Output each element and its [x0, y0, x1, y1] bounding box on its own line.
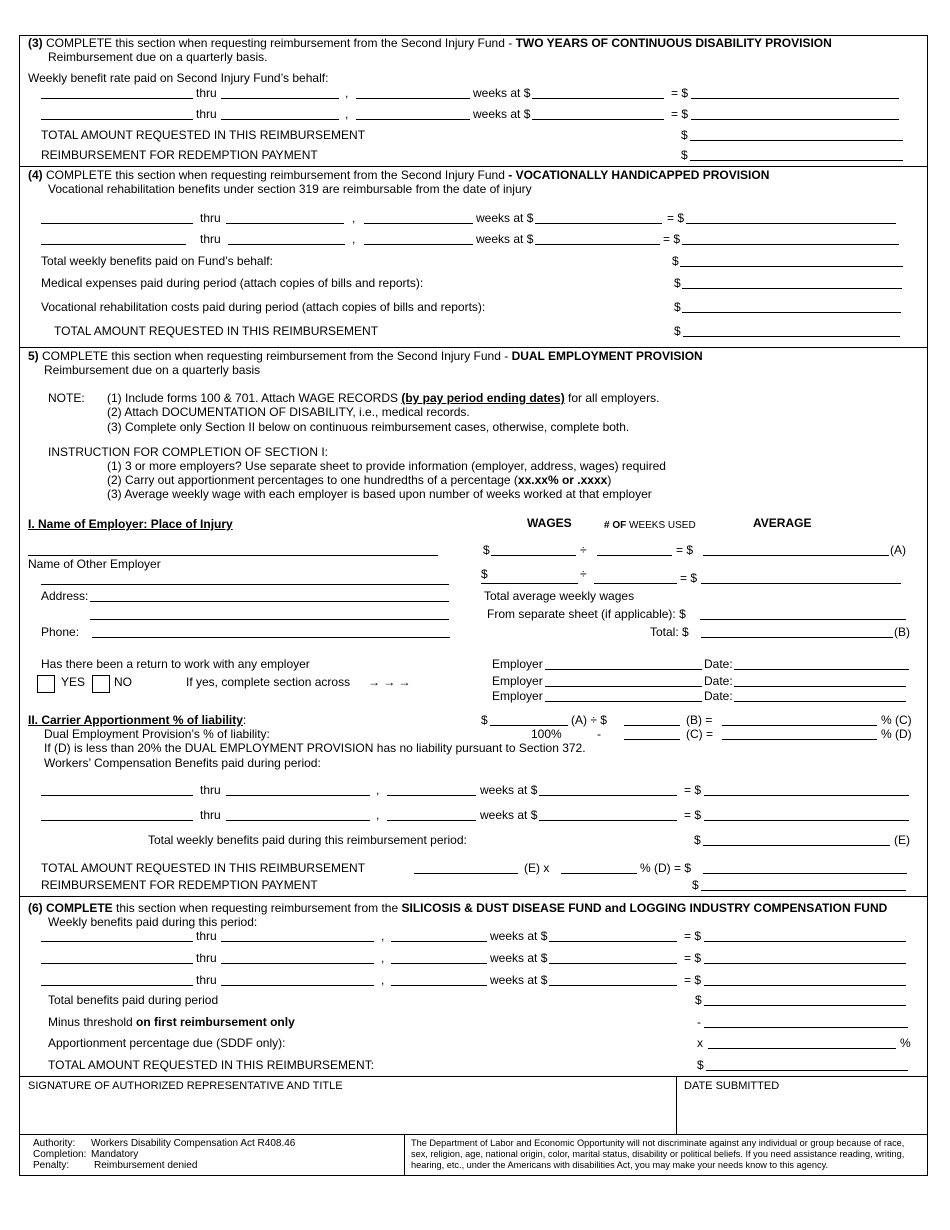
s5-to-date-2[interactable]	[226, 820, 370, 821]
dollar: $	[483, 543, 490, 557]
s5-wages-1[interactable]	[491, 555, 576, 556]
s4-vocational-label: Vocational rehabilitation costs paid during period (attach copies of bills and reports):	[41, 300, 486, 314]
s3-amount-1[interactable]	[691, 98, 899, 99]
s5-instruction-1: (1) 3 or more employers? Use separate sheet to provide information (employer, address, wages) required	[107, 459, 666, 473]
equals-dollar: = $	[667, 211, 685, 225]
s3-to-date-1[interactable]	[221, 98, 339, 99]
weeks-at-label: weeks at $	[490, 951, 548, 965]
times-sign: x	[697, 1036, 703, 1050]
s6-from-date-3[interactable]	[41, 985, 193, 986]
weeks-at-label: weeks at $	[480, 783, 538, 797]
date-label: Date:	[704, 689, 733, 703]
dollar: $	[681, 148, 688, 162]
non-discrimination-line-3: hearing, etc., under the Americans with disabilities Act, you may make your needs know to this agency.	[411, 1160, 829, 1170]
signature-field[interactable]	[20, 1092, 675, 1132]
mark-b: (B)	[894, 625, 910, 639]
s6-to-date-3[interactable]	[221, 985, 374, 986]
s6-rate-3[interactable]	[549, 985, 677, 986]
s6-to-date-1[interactable]	[221, 941, 374, 942]
s5-return-employer-1[interactable]	[545, 669, 702, 670]
equals-dollar: = $	[684, 808, 702, 822]
comma: ,	[376, 783, 380, 797]
s5-header: 5) COMPLETE this section when requesting reimbursement from the Second Injury Fund - DUAL EMPLOYMENT PROVISION	[28, 349, 703, 363]
divider	[19, 1134, 928, 1135]
yes-label: YES	[61, 675, 86, 689]
dollar: $	[695, 993, 702, 1007]
s3-total-amount[interactable]	[690, 140, 903, 141]
s5-to-date-1[interactable]	[226, 795, 370, 796]
s5-note-1: (1) Include forms 100 & 701. Attach WAGE RECORDS (by pay period ending dates) for all employers.	[107, 391, 660, 405]
thru-label: thru	[200, 808, 221, 822]
equals-dollar: = $	[671, 107, 689, 121]
s3-redemption-label: REIMBURSEMENT FOR REDEMPTION PAYMENT	[41, 148, 318, 162]
s5-phone-label: Phone:	[41, 625, 80, 639]
completion-key: Completion:	[33, 1149, 87, 1160]
pct-d-equals-label: % (D) = $	[640, 861, 692, 875]
s6-from-date-1[interactable]	[41, 941, 193, 942]
s6-total-amount[interactable]	[706, 1070, 908, 1071]
equals-dollar: = $	[680, 571, 698, 585]
s5-return-date-3[interactable]	[734, 701, 906, 702]
s4-weeks-1[interactable]	[364, 223, 473, 224]
calc-a-label: (A) ÷ $	[571, 713, 607, 727]
dollar: $	[481, 713, 488, 727]
s5-calc-b-field[interactable]	[624, 725, 680, 726]
minus-sign: -	[697, 1015, 701, 1029]
s6-subtitle: Weekly benefits paid during this period:	[48, 915, 258, 929]
s5-benefit-amount-1[interactable]	[704, 795, 909, 796]
s5-return-employer-2[interactable]	[545, 686, 702, 687]
s5-return-date-2[interactable]	[734, 686, 906, 687]
s4-weeks-2[interactable]	[364, 244, 473, 245]
dollar: $	[674, 276, 681, 290]
weeks-at-label: weeks at $	[476, 232, 534, 246]
divider	[19, 1076, 928, 1077]
thru-label: thru	[200, 211, 221, 225]
s5-instruction-title: INSTRUCTION FOR COMPLETION OF SECTION I:	[48, 445, 329, 459]
thru-label: thru	[196, 973, 217, 987]
s5-note-2: (2) Attach DOCUMENTATION OF DISABILITY, i.e., medical records.	[107, 405, 470, 419]
footer-divider	[404, 1134, 405, 1176]
s5-from-date-2[interactable]	[41, 820, 193, 821]
hundred-percent: 100%	[531, 727, 562, 741]
calc-c-label: (C) =	[686, 727, 713, 741]
s6-amount-1[interactable]	[704, 941, 906, 942]
col-weeks-used: # OF WEEKS USED	[604, 520, 696, 531]
s6-total-benefits-label: Total benefits paid during period	[48, 993, 219, 1007]
penalty-value: Reimbursement denied	[94, 1160, 198, 1171]
s5-redemption-label: REIMBURSEMENT FOR REDEMPTION PAYMENT	[41, 878, 318, 892]
thru-label: thru	[196, 107, 217, 121]
s5-section1-title: I. Name of Employer: Place of Injury	[28, 517, 233, 531]
arrow-right-icon: → → →	[368, 675, 411, 689]
equals-dollar: = $	[684, 951, 702, 965]
date-submitted-label: DATE SUBMITTED	[684, 1080, 780, 1092]
s6-weeks-2[interactable]	[391, 963, 487, 964]
no-label: NO	[114, 675, 132, 689]
s5-benefit-rate-2[interactable]	[539, 820, 677, 821]
thru-label: thru	[196, 929, 217, 943]
s4-rate-1[interactable]	[535, 223, 662, 224]
comma: ,	[345, 107, 349, 121]
s4-total-label: TOTAL AMOUNT REQUESTED IN THIS REIMBURSEMENT	[54, 324, 379, 338]
s5-other-employer-field[interactable]	[41, 584, 449, 585]
equals-dollar: = $	[684, 973, 702, 987]
signature-divider	[676, 1076, 677, 1134]
dollar: $	[694, 833, 701, 847]
s6-total-benefits-amount[interactable]	[704, 1005, 906, 1006]
s4-total-amount[interactable]	[683, 336, 900, 337]
s4-subtitle: Vocational rehabilitation benefits under section 319 are reimbursable from the date of injury	[48, 182, 532, 196]
s5-average-2[interactable]	[701, 583, 901, 584]
s5-address-label: Address:	[41, 589, 89, 603]
no-checkbox[interactable]	[92, 675, 110, 693]
comma: ,	[381, 929, 385, 943]
divide-sign: ÷	[580, 567, 587, 581]
thru-label: thru	[200, 783, 221, 797]
equals-dollar: = $	[684, 783, 702, 797]
s6-total-label: TOTAL AMOUNT REQUESTED IN THIS REIMBURSEMENT:	[48, 1058, 375, 1072]
equals-dollar: = $	[671, 86, 689, 100]
s5-employer-injury-field[interactable]	[28, 555, 438, 556]
e-times-label: (E) x	[524, 861, 550, 875]
s6-to-date-2[interactable]	[221, 963, 374, 964]
date-label: Date:	[704, 674, 733, 688]
s5-note-3: (3) Complete only Section II below on continuous reimbursement cases, otherwise, complete both.	[107, 420, 630, 434]
non-discrimination-line-1: The Department of Labor and Economic Opportunity will not discriminate against any individual or group because of race,	[411, 1138, 905, 1148]
authority-key: Authority:	[33, 1138, 76, 1149]
equals-dollar: = $	[684, 929, 702, 943]
s5-benefit-weeks-2[interactable]	[387, 820, 476, 821]
s5-e-field[interactable]	[414, 873, 518, 874]
s3-from-date-1[interactable]	[41, 98, 193, 99]
s5-total-weekly-amount[interactable]	[703, 845, 890, 846]
s3-from-date-2[interactable]	[41, 119, 193, 120]
s6-header: (6) COMPLETE this section when requesting reimbursement from the SILICOSIS & DUST DISEASE FUND and LOGGING INDUSTRY COMPENSATION FUND	[28, 901, 888, 915]
s5-if-yes-label: If yes, complete section across	[186, 675, 351, 689]
s4-medical-amount[interactable]	[682, 288, 902, 289]
s3-weeks-2[interactable]	[356, 119, 470, 120]
s5-benefit-weeks-1[interactable]	[387, 795, 476, 796]
percent-sign: %	[900, 1036, 911, 1050]
s5-phone-field[interactable]	[92, 637, 450, 638]
s6-minus-threshold-label: Minus threshold on first reimbursement only	[48, 1015, 295, 1029]
date-submitted-field[interactable]	[678, 1092, 926, 1132]
divider	[19, 896, 928, 897]
divide-sign: ÷	[580, 543, 587, 557]
s5-separate-sheet-label: From separate sheet (if applicable): $	[487, 607, 686, 621]
s3-header: (3) COMPLETE this section when requesting reimbursement from the Second Injury Fund - TWO YEARS OF CONTINUOUS DISABILITY PROVISION	[28, 36, 832, 50]
s3-rate-1[interactable]	[532, 98, 664, 99]
s4-vocational-amount[interactable]	[682, 312, 901, 313]
s4-medical-label: Medical expenses paid during period (attach copies of bills and reports):	[41, 276, 424, 290]
s5-separate-sheet-amount[interactable]	[700, 619, 906, 620]
weeks-at-label: weeks at $	[473, 107, 531, 121]
s4-amount-2[interactable]	[682, 244, 899, 245]
dollar: $	[697, 1058, 704, 1072]
dollar: $	[672, 254, 679, 268]
comma: ,	[352, 232, 356, 246]
dollar: $	[674, 324, 681, 338]
dollar: $	[674, 300, 681, 314]
s5-from-date-1[interactable]	[41, 795, 193, 796]
equals-dollar: = $	[663, 232, 681, 246]
s3-to-date-2[interactable]	[221, 119, 339, 120]
divider	[19, 347, 928, 348]
s5-weeks-2[interactable]	[594, 583, 677, 584]
col-average: AVERAGE	[753, 516, 812, 530]
s5-benefit-rate-1[interactable]	[539, 795, 677, 796]
s3-amount-2[interactable]	[691, 119, 899, 120]
s5-total-avg-label: Total average weekly wages	[484, 589, 635, 603]
s4-to-date-1[interactable]	[226, 223, 344, 224]
s5-pct-c-field[interactable]	[722, 725, 877, 726]
s5-address-field-1[interactable]	[90, 601, 449, 602]
thru-label: thru	[200, 232, 221, 246]
s5-benefit-amount-2[interactable]	[704, 820, 909, 821]
s6-weeks-3[interactable]	[391, 985, 487, 986]
s3-total-label: TOTAL AMOUNT REQUESTED IN THIS REIMBURSEMENT	[41, 128, 366, 142]
s5-redemption-amount[interactable]	[701, 890, 906, 891]
authority-value: Workers Disability Compensation Act R408.46	[91, 1138, 296, 1149]
date-label: Date:	[704, 657, 733, 671]
s3-weeks-1[interactable]	[356, 98, 470, 99]
s5-subtitle: Reimbursement due on a quarterly basis	[44, 363, 261, 377]
s4-from-date-1[interactable]	[41, 223, 193, 224]
comma: ,	[381, 951, 385, 965]
s5-total-label: Total: $	[650, 625, 689, 639]
dollar: $	[681, 128, 688, 142]
s4-from-date-2[interactable]	[41, 244, 186, 245]
s5-wages-2[interactable]	[481, 583, 578, 584]
s3-rate-2[interactable]	[532, 119, 664, 120]
s4-to-date-2[interactable]	[228, 244, 345, 245]
col-wages: WAGES	[527, 516, 572, 530]
weeks-at-label: weeks at $	[476, 211, 534, 225]
dollar: $	[692, 878, 699, 892]
s6-amount-3[interactable]	[704, 985, 906, 986]
s4-header: (4) COMPLETE this section when requesting reimbursement from the Second Injury Fund - VOCATIONALLY HANDICAPPED PROVISION	[28, 168, 770, 182]
yes-checkbox[interactable]	[37, 675, 55, 693]
weeks-at-label: weeks at $	[480, 808, 538, 822]
s5-return-question: Has there been a return to work with any employer	[41, 657, 310, 671]
mark-e: (E)	[894, 833, 910, 847]
weeks-at-label: weeks at $	[473, 86, 531, 100]
s6-threshold-amount[interactable]	[704, 1027, 908, 1028]
s5-note-label: NOTE:	[48, 391, 85, 405]
s4-rate-2[interactable]	[535, 244, 660, 245]
s4-weekly-amount[interactable]	[680, 266, 903, 267]
non-discrimination-line-2: sex, religion, age, national origin, color, marital status, disability or political beliefs. If you need assistance reading, writing,	[411, 1149, 905, 1159]
penalty-key: Penalty:	[33, 1160, 70, 1171]
s5-total-amount-final[interactable]	[703, 873, 907, 874]
s5-total-weekly-label: Total weekly benefits paid during this reimbursement period:	[148, 833, 467, 847]
s5-instruction-3: (3) Average weekly wage with each employer is based upon number of weeks worked at that employer	[107, 487, 652, 501]
s5-instruction-2: (2) Carry out apportionment percentages to one hundredths of a percentage (xx.xx% or .xxxx)	[107, 473, 612, 487]
s5-calc-c-field[interactable]	[624, 739, 680, 740]
s4-weekly-label: Total weekly benefits paid on Fund’s behalf:	[41, 254, 273, 268]
minus-sign: -	[597, 727, 601, 741]
s5-average-1[interactable]	[703, 555, 889, 556]
signature-label: SIGNATURE OF AUTHORIZED REPRESENTATIVE AND TITLE	[28, 1080, 343, 1092]
s6-rate-1[interactable]	[549, 941, 677, 942]
thru-label: thru	[196, 86, 217, 100]
divider	[19, 166, 928, 167]
s5-return-employer-3[interactable]	[545, 701, 702, 702]
s5-calc-a-field[interactable]	[490, 725, 568, 726]
equals-dollar: = $	[676, 543, 694, 557]
calc-b-label: (B) =	[686, 713, 713, 727]
s6-apportionment-pct[interactable]	[708, 1048, 896, 1049]
s5-rule-d: If (D) is less than 20% the DUAL EMPLOYMENT PROVISION has no liability pursuant to Section 372.	[44, 741, 586, 755]
comma: ,	[381, 973, 385, 987]
thru-label: thru	[196, 951, 217, 965]
s4-amount-1[interactable]	[686, 223, 896, 224]
s5-return-date-1[interactable]	[734, 669, 909, 670]
s6-weeks-1[interactable]	[391, 941, 487, 942]
s6-from-date-2[interactable]	[41, 963, 193, 964]
employer-label: Employer	[492, 674, 543, 688]
s3-redemption-amount[interactable]	[690, 160, 903, 161]
s5-total-label: TOTAL AMOUNT REQUESTED IN THIS REIMBURSEMENT	[41, 861, 366, 875]
employer-label: Employer	[492, 657, 543, 671]
s6-amount-2[interactable]	[704, 963, 906, 964]
weeks-at-label: weeks at $	[490, 929, 548, 943]
s5-total-amount[interactable]	[701, 637, 893, 638]
s6-rate-2[interactable]	[549, 963, 677, 964]
s5-d-field[interactable]	[561, 873, 637, 874]
mark-a: (A)	[890, 543, 906, 557]
s5-wc-paid-label: Workers’ Compensation Benefits paid during period:	[44, 756, 321, 770]
completion-value: Mandatory	[91, 1149, 139, 1160]
comma: ,	[345, 86, 349, 100]
s5-dual-pct-label: Dual Employment Provision’s % of liability:	[44, 727, 270, 741]
s6-apportionment-label: Apportionment percentage due (SDDF only):	[48, 1036, 286, 1050]
s3-subtitle: Reimbursement due on a quarterly basis.	[48, 50, 268, 64]
comma: ,	[376, 808, 380, 822]
s5-other-employer-label: Name of Other Employer	[28, 557, 161, 571]
pct-d-label: % (D)	[881, 727, 912, 741]
weeks-at-label: weeks at $	[490, 973, 548, 987]
s3-rate-label: Weekly benefit rate paid on Second Injury Fund’s behalf:	[28, 71, 329, 85]
pct-c-label: % (C)	[881, 713, 912, 727]
s5-pct-d-field[interactable]	[722, 739, 877, 740]
dollar: $	[481, 567, 488, 581]
s5-address-field-2[interactable]	[90, 619, 449, 620]
s5-section2-title: II. Carrier Apportionment % of liability:	[28, 713, 247, 727]
s5-weeks-1[interactable]	[597, 555, 672, 556]
comma: ,	[352, 211, 356, 225]
employer-label: Employer	[492, 689, 543, 703]
